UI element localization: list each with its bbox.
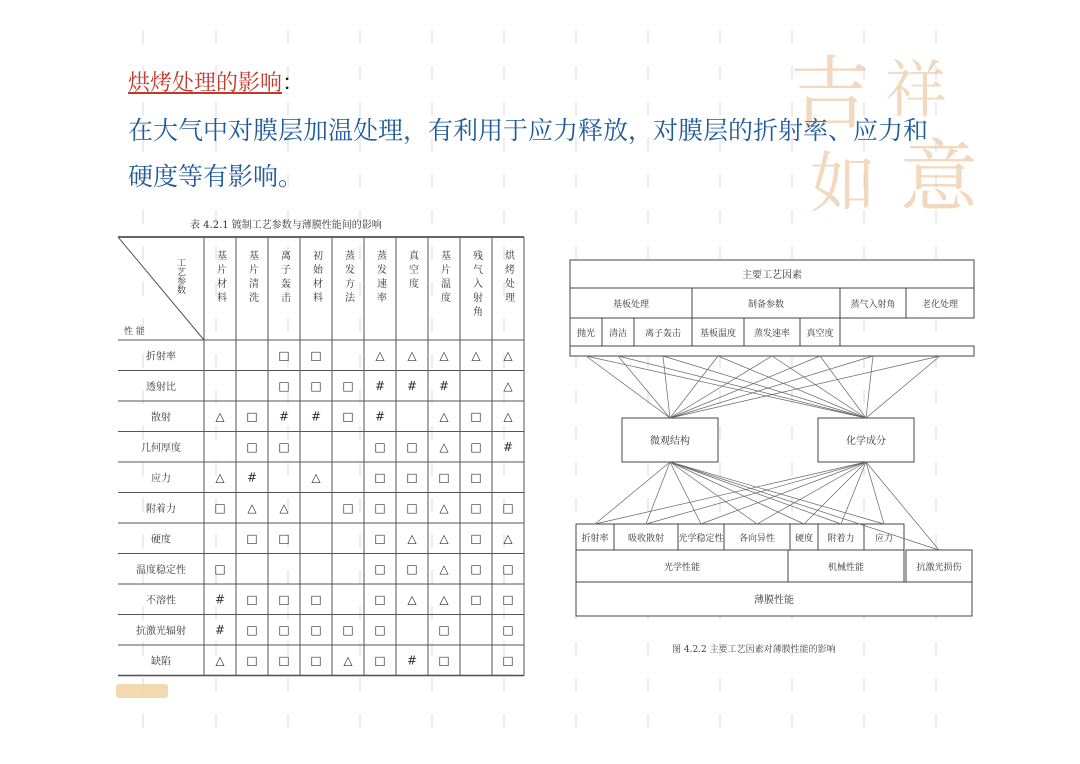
diagram-link — [670, 462, 884, 524]
diagram-link — [595, 462, 670, 524]
table-cell-symbol: □ — [502, 653, 514, 668]
corner-label-bottom: 性 能 — [124, 327, 145, 337]
table-cell-symbol: △ — [471, 348, 481, 363]
diagram-property: 各向异性 — [738, 534, 776, 544]
table-cell-symbol: △ — [439, 439, 449, 454]
table-cell-symbol: # — [406, 378, 418, 393]
table-cell-symbol: □ — [374, 561, 386, 576]
table-cell-symbol: △ — [215, 409, 225, 424]
table-cell-symbol: □ — [374, 470, 386, 485]
table-cell-symbol: □ — [310, 592, 322, 607]
process-factor-diagram — [566, 258, 986, 628]
table-cell-symbol: △ — [503, 348, 513, 363]
table-cell-symbol: △ — [439, 500, 449, 515]
process-property-table — [116, 236, 536, 686]
table-cell-symbol: □ — [470, 531, 482, 546]
table-cell-symbol: □ — [246, 653, 258, 668]
table-cell-symbol: # — [278, 409, 290, 424]
diagram-link — [841, 462, 866, 524]
table-cell-symbol: □ — [214, 500, 226, 515]
corner-label-top: 工艺参数 — [175, 258, 185, 294]
table-cell-symbol: □ — [310, 653, 322, 668]
table-cell-symbol: □ — [374, 622, 386, 637]
diagram-group: 制备参数 — [747, 300, 785, 310]
table-cell-symbol: □ — [278, 439, 290, 454]
diagram-property: 附着力 — [827, 534, 855, 544]
watermark-char: 吉 — [790, 48, 870, 141]
table-cell-symbol: △ — [375, 348, 385, 363]
table-caption: 表 4.2.1 镀制工艺参数与薄膜性能间的影响 — [190, 220, 382, 231]
table-cell-symbol: △ — [215, 653, 225, 668]
table-cell-symbol: □ — [374, 653, 386, 668]
table-cell-symbol: □ — [470, 470, 482, 485]
diagram-property: 吸收散射 — [627, 534, 665, 544]
diagram-bottom: 薄膜性能 — [754, 595, 794, 606]
diagram-sub-item: 清洁 — [608, 329, 628, 339]
table-cell-symbol: △ — [439, 348, 449, 363]
table-cell-symbol: # — [502, 439, 514, 454]
corner-diagonal — [118, 237, 204, 340]
table-cell-symbol: # — [214, 622, 226, 637]
table-cell-symbol: □ — [246, 592, 258, 607]
watermark-char: 如 — [810, 145, 876, 222]
table-row-label: 几何厚度 — [141, 442, 181, 454]
table-row-label: 温度稳定性 — [136, 564, 186, 576]
table-cell-symbol: □ — [342, 500, 354, 515]
scan-stamp — [116, 684, 168, 698]
table-cell-symbol: □ — [438, 622, 450, 637]
table-cell-symbol: □ — [310, 622, 322, 637]
watermark-char: 意 — [900, 133, 979, 223]
figure-caption: 图 4.2.2 主要工艺因素对薄膜性能的影响 — [672, 645, 836, 655]
table-row-label: 附着力 — [146, 503, 176, 515]
table-cell-symbol: □ — [470, 409, 482, 424]
table-cell-symbol: □ — [502, 622, 514, 637]
table-cell-symbol: △ — [279, 500, 289, 515]
diagram-top-frame — [570, 346, 974, 356]
table-cell-symbol: □ — [342, 378, 354, 393]
table-cell-symbol: △ — [439, 592, 449, 607]
table-column-header: 蒸发速率 — [374, 250, 386, 306]
table-cell-symbol: △ — [439, 531, 449, 546]
diagram-link — [866, 356, 940, 418]
table-cell-symbol: △ — [215, 470, 225, 485]
diagram-middle-node: 化学成分 — [846, 436, 886, 447]
diagram-link — [663, 356, 866, 418]
table-cell-symbol: □ — [374, 500, 386, 515]
table-cell-symbol: □ — [342, 409, 354, 424]
table-cell-symbol: △ — [247, 500, 257, 515]
table-cell-symbol: □ — [406, 561, 418, 576]
table-cell-symbol: □ — [278, 653, 290, 668]
diagram-link — [804, 462, 866, 524]
table-cell-symbol: □ — [246, 409, 258, 424]
diagram-category: 光学性能 — [663, 563, 701, 573]
diagram-property: 光学稳定性 — [678, 534, 724, 544]
table-cell-symbol: □ — [246, 439, 258, 454]
diagram-link — [772, 356, 866, 418]
heading-title: 烘烤处理的影响 — [128, 71, 283, 96]
table-row-label: 硬度 — [151, 534, 171, 546]
diagram-link — [670, 356, 873, 418]
table-row-label: 散射 — [151, 412, 171, 424]
diagram-link — [670, 462, 757, 524]
table-column-header: 基片温度 — [438, 250, 450, 306]
diagram-link — [663, 356, 670, 418]
table-cell-symbol: □ — [278, 592, 290, 607]
diagram-title: 主要工艺因素 — [742, 270, 802, 281]
diagram-property: 应力 — [874, 534, 894, 544]
table-cell-symbol: □ — [406, 470, 418, 485]
table-column-header: 基片清洗 — [246, 250, 258, 306]
diagram-link — [757, 462, 866, 524]
table-cell-symbol: □ — [470, 561, 482, 576]
diagram-sub-item: 真空度 — [806, 329, 834, 339]
table-cell-symbol: △ — [343, 653, 353, 668]
table-cell-symbol: □ — [502, 500, 514, 515]
table-cell-symbol: □ — [470, 592, 482, 607]
body-paragraph: 在大气中对膜层加温处理，有利用于应力释放，对膜层的折射率、应力和硬度等有影响。 — [128, 116, 929, 191]
table-column-header: 烘烤处理 — [502, 250, 514, 306]
diagram-link — [866, 462, 884, 524]
table-cell-symbol: # — [406, 653, 418, 668]
diagram-sub-item: 蒸发速率 — [753, 329, 791, 339]
diagram-group: 蒸气入射角 — [850, 300, 896, 310]
table-cell-symbol: △ — [503, 531, 513, 546]
table-cell-symbol: □ — [438, 653, 450, 668]
table-row-label: 抗激光辐射 — [136, 625, 186, 637]
table-column-header: 真空度 — [406, 250, 418, 292]
table-cell-symbol: □ — [406, 500, 418, 515]
table-cell-symbol: □ — [214, 561, 226, 576]
diagram-property: 硬度 — [794, 534, 814, 544]
table-cell-symbol: □ — [246, 531, 258, 546]
diagram-category: 机械性能 — [827, 563, 865, 573]
table-cell-symbol: # — [310, 409, 322, 424]
table-cell-symbol: □ — [278, 378, 290, 393]
table-cell-symbol: # — [438, 378, 450, 393]
table-cell-symbol: □ — [310, 348, 322, 363]
table-cell-symbol: □ — [470, 500, 482, 515]
table-row-label: 折射率 — [146, 351, 176, 363]
table-cell-symbol: △ — [407, 592, 417, 607]
table-row-label: 不溶性 — [146, 595, 176, 607]
section-heading — [128, 66, 304, 97]
table-cell-symbol: □ — [502, 592, 514, 607]
table-cell-symbol: # — [374, 409, 386, 424]
table-row-label: 透射比 — [146, 381, 176, 393]
diagram-link — [618, 356, 670, 418]
table-cell-symbol: □ — [278, 531, 290, 546]
table-cell-symbol: □ — [246, 622, 258, 637]
table-cell-symbol: △ — [407, 348, 417, 363]
table-cell-symbol: △ — [311, 470, 321, 485]
diagram-sub-item: 抛光 — [576, 329, 596, 339]
table-cell-symbol: □ — [470, 439, 482, 454]
table-row-label: 缺陷 — [151, 656, 171, 668]
table-cell-symbol: □ — [438, 470, 450, 485]
diagram-property: 抗激光损伤 — [916, 563, 962, 573]
table-column-header: 基片材料 — [214, 250, 226, 306]
table-cell-symbol: □ — [278, 622, 290, 637]
table-column-header: 离子轰击 — [278, 250, 290, 306]
table-cell-symbol: # — [374, 378, 386, 393]
table-cell-symbol: # — [246, 470, 258, 485]
diagram-sub-item: 离子轰击 — [644, 329, 682, 339]
table-cell-symbol: □ — [374, 439, 386, 454]
diagram-link — [718, 356, 866, 418]
table-row-label: 应力 — [151, 473, 171, 485]
diagram-group: 老化处理 — [921, 300, 959, 310]
table-cell-symbol: △ — [503, 409, 513, 424]
table-cell-symbol: △ — [439, 409, 449, 424]
table-cell-symbol: □ — [342, 622, 354, 637]
table-cell-symbol: □ — [406, 439, 418, 454]
table-cell-symbol: △ — [407, 531, 417, 546]
table-cell-symbol: △ — [503, 378, 513, 393]
watermark-char: 祥 — [885, 53, 948, 126]
table-cell-symbol: △ — [439, 561, 449, 576]
heading-colon: ： — [282, 71, 305, 96]
table-column-header: 残气入射角 — [470, 250, 482, 320]
diagram-sub-item: 基板温度 — [699, 329, 737, 339]
table-cell-symbol: □ — [278, 348, 290, 363]
diagram-link — [618, 356, 866, 418]
diagram-link — [646, 462, 866, 524]
table-cell-symbol: # — [214, 592, 226, 607]
diagram-group: 基板处理 — [612, 300, 650, 310]
table-column-header: 蒸发方法 — [342, 250, 354, 306]
diagram-link — [670, 356, 772, 418]
table-cell-symbol: □ — [502, 561, 514, 576]
diagram-property: 折射率 — [581, 534, 609, 544]
table-cell-symbol: □ — [374, 592, 386, 607]
table-column-header: 初始材料 — [310, 250, 322, 306]
diagram-middle-node: 微观结构 — [650, 436, 690, 447]
diagram-link — [646, 462, 670, 524]
diagram-link — [866, 356, 873, 418]
table-cell-symbol: □ — [374, 531, 386, 546]
table-cell-symbol: □ — [310, 378, 322, 393]
diagram-link — [595, 462, 866, 524]
